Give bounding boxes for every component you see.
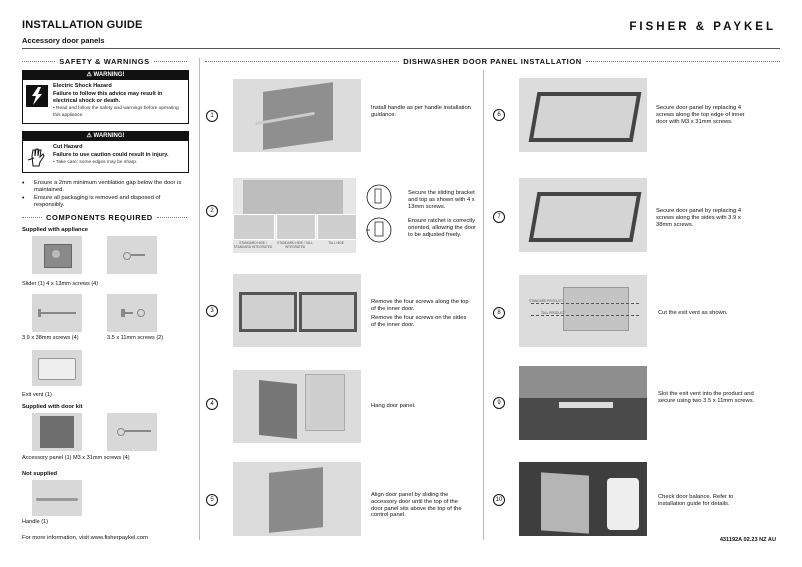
step-2-caption: STANDARD HIDE / TALL INTEGRATED bbox=[277, 241, 313, 249]
step-8-image bbox=[519, 275, 647, 347]
step-9-image bbox=[519, 366, 647, 440]
electric-shock-icon bbox=[26, 85, 48, 107]
step-5-text: Align door panel by sliding the accessory door until the top of the door panel sits above the top of the control panel. bbox=[371, 492, 462, 519]
step-2-text-2: Ensure ratchet is correctly oriented, allowing the door to be adjusted freely. bbox=[408, 218, 476, 238]
step-number: 10 bbox=[493, 494, 505, 506]
warning-bar: ⚠ WARNING! bbox=[23, 132, 188, 141]
warning-body: Failure to use caution could result in injury. bbox=[53, 152, 169, 158]
step-3-text: Remove the four screws along the top of the inner door. bbox=[371, 299, 469, 312]
handle-image bbox=[32, 480, 82, 516]
step-4-text: Hang door panel. bbox=[371, 403, 416, 409]
step-2-image bbox=[233, 178, 356, 253]
step-6-text: Secure door panel by replacing 4 screws along the top edge of inner door with M3 x 31mm screws. bbox=[656, 105, 745, 125]
screws-3-9x38-image bbox=[32, 294, 82, 332]
step-number: 4 bbox=[206, 398, 218, 410]
supplied-with-appliance-label: Supplied with appliance bbox=[22, 227, 89, 233]
step-3-image bbox=[233, 274, 361, 347]
exit-vent-label: Exit vent (1) bbox=[22, 392, 52, 398]
footer-text: For more information, visit www.fisherpaykel.com bbox=[22, 535, 148, 541]
screws-3-9x38-label: 3.9 x 38mm screws (4) bbox=[22, 335, 79, 341]
screws-m3x31-image bbox=[107, 413, 157, 451]
not-supplied-label: Not supplied bbox=[22, 471, 58, 477]
step-2-detail-circles bbox=[364, 180, 404, 256]
step-number: 5 bbox=[206, 494, 218, 506]
warning-cut-hazard bbox=[22, 131, 189, 173]
warning-bar: ⚠ WARNING! bbox=[23, 71, 188, 80]
warning-note: • Read and follow the safety and warnings before operating this appliance. bbox=[53, 106, 179, 118]
document-code: 431192A 02.23 NZ AU bbox=[719, 537, 776, 543]
accessory-panel-image bbox=[32, 413, 82, 451]
step-number: 3 bbox=[206, 305, 218, 317]
step-2-caption: STANDARD HIDE / STANDARD INTEGRATED bbox=[233, 241, 273, 249]
step-number: 1 bbox=[206, 110, 218, 122]
step-number: 7 bbox=[493, 211, 505, 223]
step-number: 9 bbox=[493, 397, 505, 409]
accessory-panel-label: Accessory panel (1) M3 x 31mm screws (4) bbox=[22, 455, 130, 461]
screws-4x13-image bbox=[107, 236, 157, 274]
supplied-with-kit-label: Supplied with door kit bbox=[22, 404, 83, 410]
column-divider-center bbox=[483, 70, 484, 540]
warning-title: Cut Hazard bbox=[53, 144, 83, 150]
step-number: 2 bbox=[206, 205, 218, 217]
slider-image bbox=[32, 236, 82, 274]
step-5-image bbox=[233, 462, 361, 536]
step-number: 8 bbox=[493, 307, 505, 319]
step-3-text-2: Remove the four screws on the sides of the inner door. bbox=[371, 315, 467, 328]
exit-vent-image bbox=[32, 350, 82, 386]
cut-hazard-icon bbox=[26, 146, 48, 168]
step-2-text: Secure the sliding bracket and top as shown with 4 x 13mm screws. bbox=[408, 190, 475, 210]
step-1-image bbox=[233, 79, 361, 152]
install-heading: DISHWASHER DOOR PANEL INSTALLATION bbox=[205, 57, 780, 66]
step-8-caption: TALL PRODUCT bbox=[541, 311, 565, 315]
step-4-image bbox=[233, 370, 361, 443]
page-subtitle: Accessory door panels bbox=[22, 36, 105, 45]
step-10-text: Check door balance. Refer to installation guide for details. bbox=[658, 494, 734, 507]
step-7-image bbox=[519, 178, 647, 252]
warning-body: Failure to follow this advice may result in electrical shock or death. bbox=[53, 91, 163, 104]
safety-heading: SAFETY & WARNINGS bbox=[22, 57, 187, 66]
brand-logo: FISHER & PAYKEL bbox=[629, 21, 776, 33]
step-8-caption: STANDARD PRODUCT bbox=[529, 299, 563, 303]
step-10-image bbox=[519, 462, 647, 536]
step-number: 6 bbox=[493, 109, 505, 121]
step-2-caption: TALL HIDE bbox=[328, 241, 344, 245]
bullet-item: • Ensure a 2mm minimum ventilation gap below the door is maintained. bbox=[22, 180, 182, 193]
bullet-item: • Ensure all packaging is removed and disposed of responsibly. bbox=[22, 195, 161, 208]
components-heading: COMPONENTS REQUIRED bbox=[22, 213, 187, 222]
warning-title: Electric Shock Hazard bbox=[53, 83, 112, 89]
step-9-text: Slot the exit vent into the product and secure using two 3.5 x 11mm screws. bbox=[658, 391, 755, 404]
screws-3-5x11-image bbox=[107, 294, 157, 332]
warning-electric-shock bbox=[22, 70, 189, 124]
header-rule bbox=[22, 48, 780, 49]
step-6-image bbox=[519, 78, 647, 152]
step-8-text: Cut the exit vent as shown. bbox=[658, 310, 728, 316]
step-1-text: Install handle as per handle installation guidance. bbox=[371, 105, 471, 118]
step-7-text: Secure door panel by replacing 4 screws along the sides with 3.9 x 38mm screws. bbox=[656, 208, 742, 228]
warning-note: • Take care: some edges may be sharp. bbox=[53, 160, 138, 165]
screws-3-5x11-label: 3.5 x 11mm screws (2) bbox=[107, 335, 164, 341]
handle-label: Handle (1) bbox=[22, 519, 49, 525]
slider-label: Slider (1) 4 x 13mm screws (4) bbox=[22, 281, 99, 287]
column-divider-left bbox=[199, 58, 200, 540]
page-title: INSTALLATION GUIDE bbox=[22, 19, 143, 31]
